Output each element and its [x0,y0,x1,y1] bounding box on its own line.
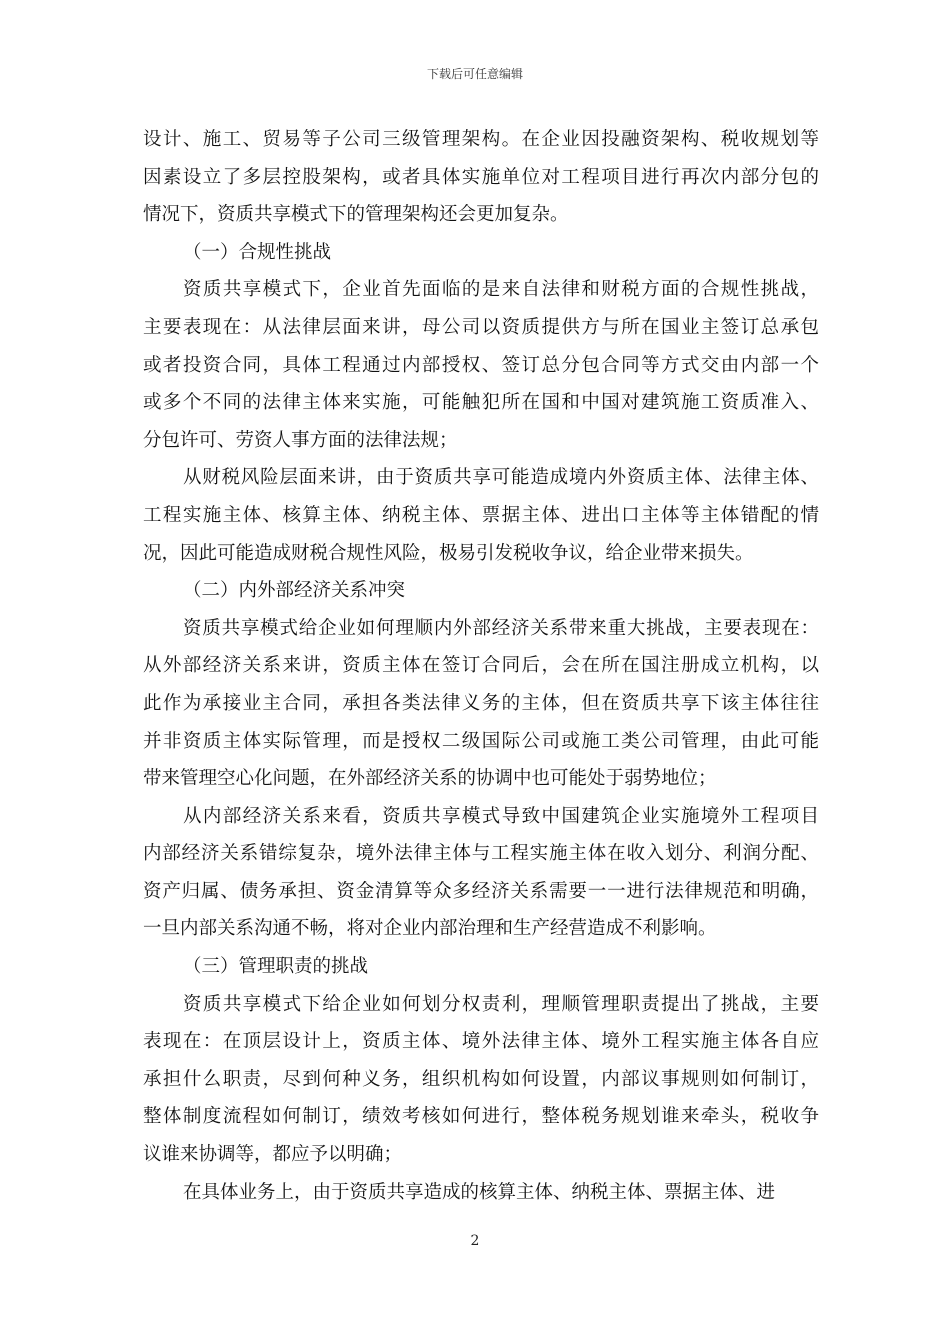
page-number: 2 [470,1233,480,1249]
section-heading: （一）合规性挑战 [183,241,332,263]
text-line: 主要表现在：从法律层面来讲，母公司以资质提供方与所在国业主签订总承包 [143,316,819,338]
text-line: 内部经济关系错综复杂，境外法律主体与工程实施主体在收入划分、利润分配、 [143,843,819,865]
text-line: 表现在：在顶层设计上，资质主体、境外法律主体、境外工程实施主体各自应 [143,1031,819,1053]
text-line: 情况下，资质共享模式下的管理架构还会更加复杂。 [143,204,569,226]
text-line: 从财税风险层面来讲，由于资质共享可能造成境内外资质主体、法律主体、 [183,467,819,489]
text-line: 此作为承接业主合同，承担各类法律义务的主体，但在资质共享下该主体往往 [143,692,819,714]
text-line: 整体制度流程如何制订，绩效考核如何进行，整体税务规划谁来牵头，税收争 [143,1106,819,1128]
section-heading: （二）内外部经济关系冲突 [183,580,406,602]
text-line: 设计、施工、贸易等子公司三级管理架构。在企业因投融资架构、税收规划等 [143,129,819,150]
text-line: 或者投资合同，具体工程通过内部授权、签订总分包合同等方式交由内部一个 [143,354,819,376]
text-line: 承担什么职责，尽到何种义务，组织机构如何设置，内部议事规则如何制订， [143,1068,819,1090]
page-header: 下载后可任意编辑 [426,67,523,81]
text-line: 工程实施主体、核算主体、纳税主体、票据主体、进出口主体等主体错配的情 [143,504,819,526]
text-line: 资质共享模式下，企业首先面临的是来自法律和财税方面的合规性挑战， [183,279,819,301]
text-line: 因素设立了多层控股架构，或者具体实施单位对工程项目进行再次内部分包的 [143,166,819,188]
text-line: 资质共享模式给企业如何理顺内外部经济关系带来重大挑战，主要表现在： [183,617,819,639]
text-line: 在具体业务上，由于资质共享造成的核算主体、纳税主体、票据主体、进 [183,1181,776,1203]
text-line: 分包许可、劳资人事方面的法律法规； [143,429,458,451]
document-body [143,121,819,1211]
text-line: 并非资质主体实际管理，而是授权二级国际公司或施工类公司管理，由此可能 [143,730,819,752]
text-line: 资产归属、债务承担、资金清算等众多经济关系需要一一进行法律规范和明确， [143,880,819,902]
text-line: 议谁来协调等，都应予以明确； [143,1144,403,1166]
text-line: 资质共享模式下给企业如何划分权责利，理顺管理职责提出了挑战，主要 [183,993,819,1015]
text-line: 一旦内部关系沟通不畅，将对企业内部治理和生产经营造成不利影响。 [143,918,717,940]
section-heading: （三）管理职责的挑战 [183,956,369,978]
text-line: 或多个不同的法律主体来实施，可能触犯所在国和中国对建筑施工资质准入、 [143,392,819,414]
text-line: 带来管理空心化问题，在外部经济关系的协调中也可能处于弱势地位； [143,768,717,790]
text-line: 从外部经济关系来讲，资质主体在签订合同后，会在所在国注册成立机构，以 [143,655,819,677]
text-line: 况，因此可能造成财税合规性风险，极易引发税收争议，给企业带来损失。 [143,542,754,564]
text-line: 从内部经济关系来看，资质共享模式导致中国建筑企业实施境外工程项目 [183,805,819,827]
